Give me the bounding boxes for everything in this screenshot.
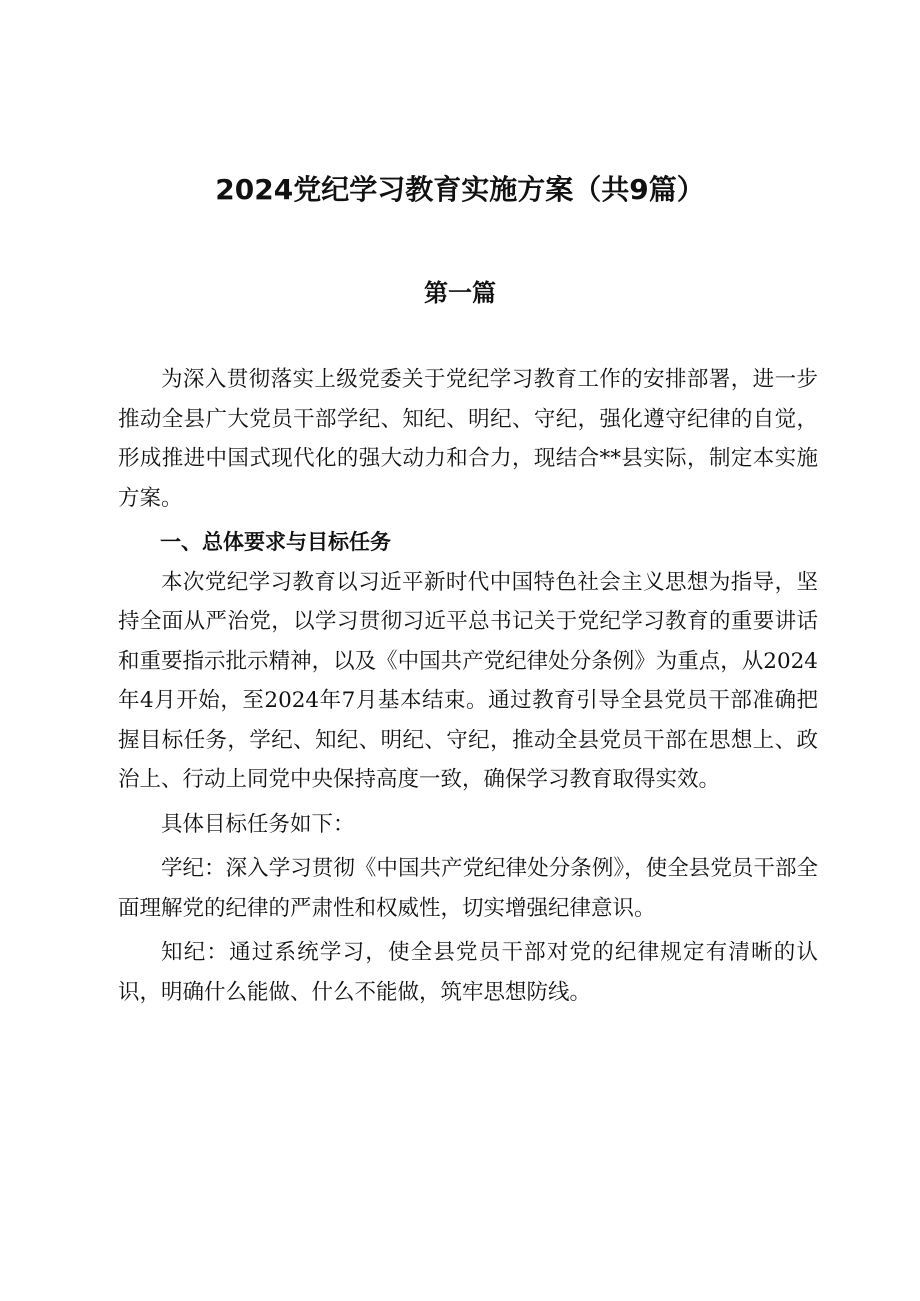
- section-heading: 一、总体要求与目标任务: [160, 530, 391, 554]
- body-paragraph: 学纪：深入学习贯彻《中国共产党纪律处分条例》，使全县党员干部全面理解党的纪律的严肃性和权威性，切实增强纪律意识。: [118, 856, 818, 921]
- intro-paragraph: 为深入贯彻落实上级党委关于党纪学习教育工作的安排部署，进一步推动全县广大党员干部学纪、知纪、明纪、守纪，强化遵守纪律的自觉，形成推进中国式现代化的强大动力和合力，现结合**县实际，制定本实施方案。: [118, 367, 818, 511]
- body-paragraph: 知纪：通过系统学习，使全县党员干部对党的纪律规定有清晰的认识，明确什么能做、什么不能做，筑牢思想防线。: [118, 940, 818, 1005]
- chapter-heading: 第一篇: [424, 279, 496, 307]
- document-body: [118, 360, 818, 1017]
- document-title: 2024党纪学习教育实施方案（共9篇）: [215, 173, 705, 206]
- body-paragraph: 具体目标任务如下：: [161, 811, 355, 837]
- body-paragraph: 本次党纪学习教育以习近平新时代中国特色社会主义思想为指导，坚持全面从严治党，以学习贯彻习近平总书记关于党纪学习教育的重要讲话和重要指示批示精神，以及《中国共产党纪律处分条例》为重点，从2024年4月开始，至2024年7月基本结束。通过教育引导全县党员干部准确把握目标任务，学纪、知纪、明纪、守纪，推动全县党员干部在思想上、政治上、行动上同党中央保持高度一致，确保学习教育取得实效。: [118, 569, 818, 792]
